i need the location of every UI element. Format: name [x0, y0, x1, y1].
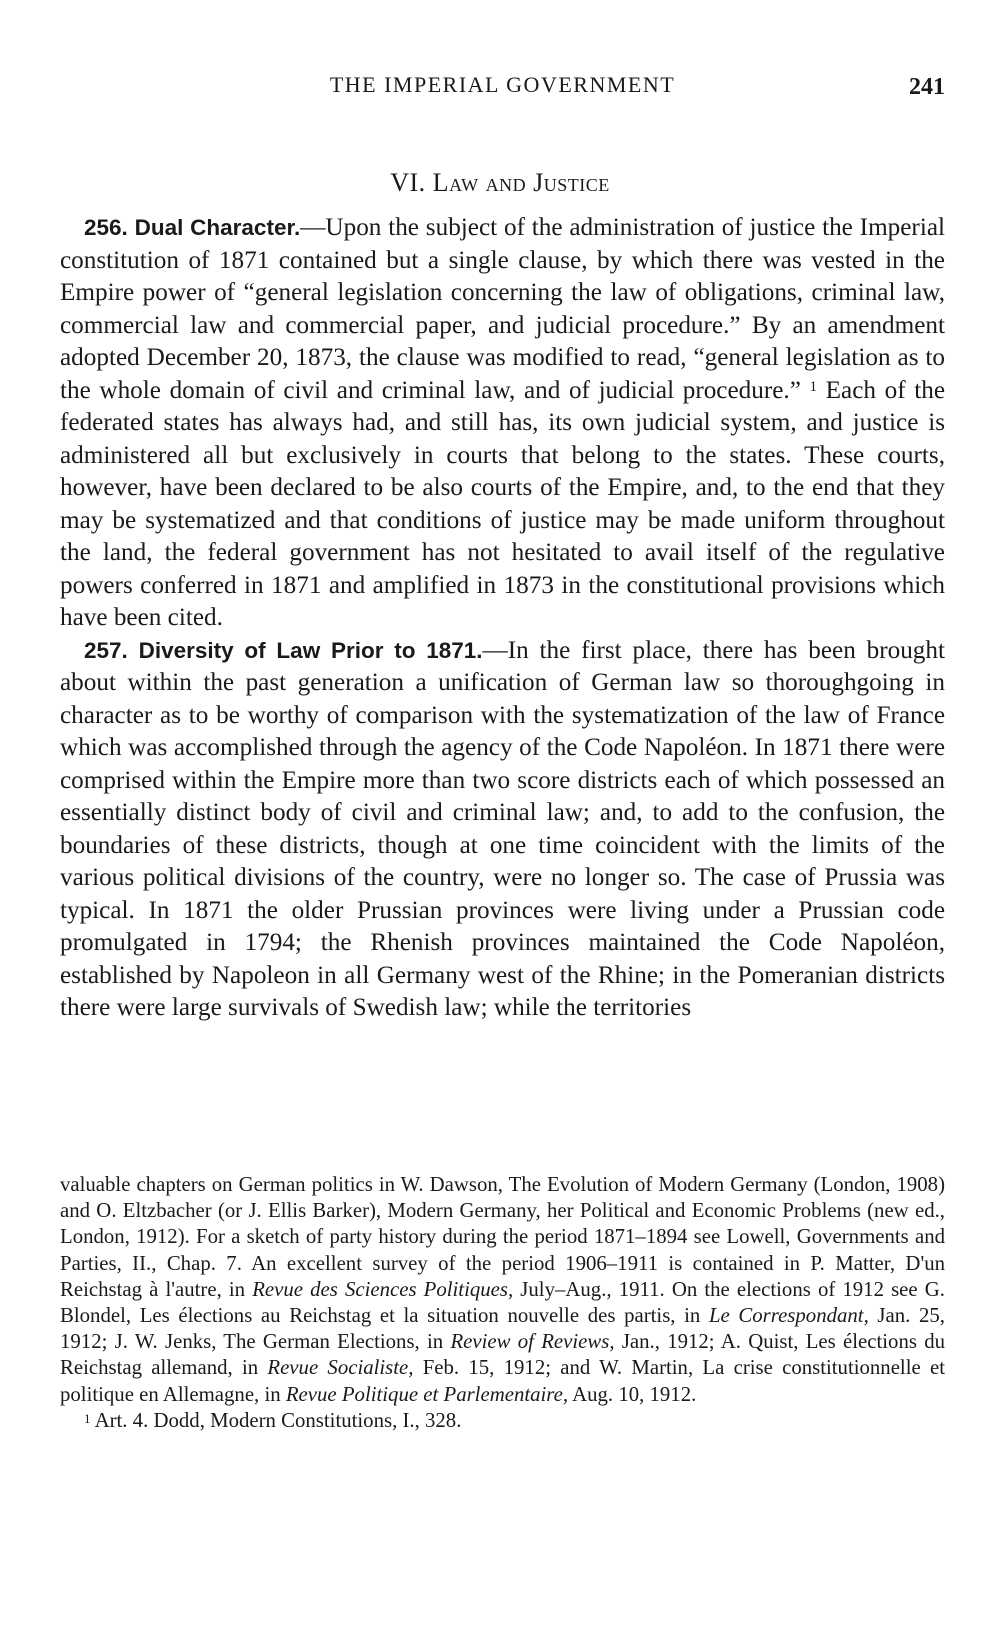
running-title: THE IMPERIAL GOVERNMENT	[329, 72, 676, 97]
footnote-text: Art. 4. Dodd, Modern Constitutions, I., 328.	[94, 1408, 462, 1432]
paragraph-257	[60, 635, 945, 1025]
footnote-text: Jan., 1912; A. Quist, Les élections du Reichstag allemand, in	[60, 1330, 945, 1380]
section-heading: VI. Law and Justice	[390, 168, 610, 197]
footnote-text: Aug. 10, 1912.	[568, 1382, 697, 1406]
journal-title: Le Correspondant,	[708, 1304, 869, 1328]
paragraph-title: Diversity of Law Prior to 1871.	[138, 637, 483, 663]
footnote-text: Feb. 15, 1912; and W. Martin, La crise constitutionnelle et politique en Allemagne, in	[60, 1356, 945, 1406]
paragraph-title: Dual Character.	[134, 215, 301, 240]
paragraph-number: 256.	[84, 215, 128, 240]
footnotes	[60, 1172, 945, 1434]
footnote-1	[60, 1408, 945, 1434]
journal-title: Review of Reviews,	[450, 1330, 615, 1354]
footnote-text: July–Aug., 1911. On the elections of 1912 see G. Blondel, Les élections au Reichstag et la situation nouvelle des partis, in	[60, 1277, 945, 1328]
journal-title: Revue des Sciences Politiques,	[252, 1277, 514, 1301]
paragraph-text: —In the first place, there has been brought about within the past generation a unification of German law so thoroughgoing in character as to be worthy of comparison with the systematization of the law of France which was accomplished through the agency of the Code Napoléon. In 1871 there were comprised within the Empire more than two score districts each of which possessed an essentially distinct body of civil and criminal law; and, to add to the confusion, the boundaries of these districts, though at one time coincident with the limits of the various political divisions of the country, were no longer so. The case of Prussia was typical. In 1871 the older Prussian provinces were living under a Prussian code promulgated in 1794; the Rhenish provinces maintained the Code Napoléon, established by Napoleon in all Germany west of the Rhine; in the Pomeranian districts there were large survivals of Swedish law; while the territories	[60, 636, 945, 1021]
footnote-text: valuable chapters on German politics in W. Dawson, The Evolution of Modern Germany (London, 1908) and O. Eltzbacher (or J. Ellis Barker), Modern Germany, her Political and Economic Problems (new ed., London, 1912). For a sketch of party history during the period 1871–1894 see Lowell, Governments and Parties, II., Chap. 7. An excellent survey of the period 1906–1911 is contained in P. Matter, D'un Reichstag à l'autre, in	[60, 1173, 945, 1301]
paragraph-text: —Upon the subject of the administration of justice the Imperial constitution of 1871 contained but a single clause, by which there was vested in the Empire power of “general legislation concerning the law of obligations, criminal law, commercial law and commercial paper, and judicial procedure.” By an amendment adopted December 20, 1873, the clause was modified to read, “general legislation as to the whole domain of civil and criminal law, and of judicial procedure.”	[60, 214, 945, 404]
footnote-marker: 1	[84, 1410, 91, 1426]
body-text	[60, 212, 945, 1025]
footnote-reference: 1	[809, 378, 818, 395]
journal-title: Revue Politique et Parlementaire,	[285, 1382, 569, 1406]
paragraph-text-continued: Each of the federated states has always had, and still has, its own judicial system, and justice is administered all but exclusively in courts that belong to the states. These courts, however, have been declared to be also courts of the Empire, and, to the end that they may be systematized and that conditions of justice may be made uniform throughout the land, the federal government has not hesitated to avail itself of the regulative powers conferred in 1871 and amplified in 1873 in the constitutional provisions which have been cited.	[60, 376, 946, 631]
journal-title: Revue Socialiste,	[267, 1356, 414, 1380]
footnote-text: Jan. 25, 1912; J. W. Jenks, The German Elections, in	[60, 1304, 945, 1354]
paragraph-256	[60, 212, 945, 635]
page-number: 241	[909, 74, 945, 100]
paragraph-number: 257.	[84, 637, 128, 663]
running-head	[60, 72, 945, 112]
footnote-continued	[60, 1172, 945, 1408]
